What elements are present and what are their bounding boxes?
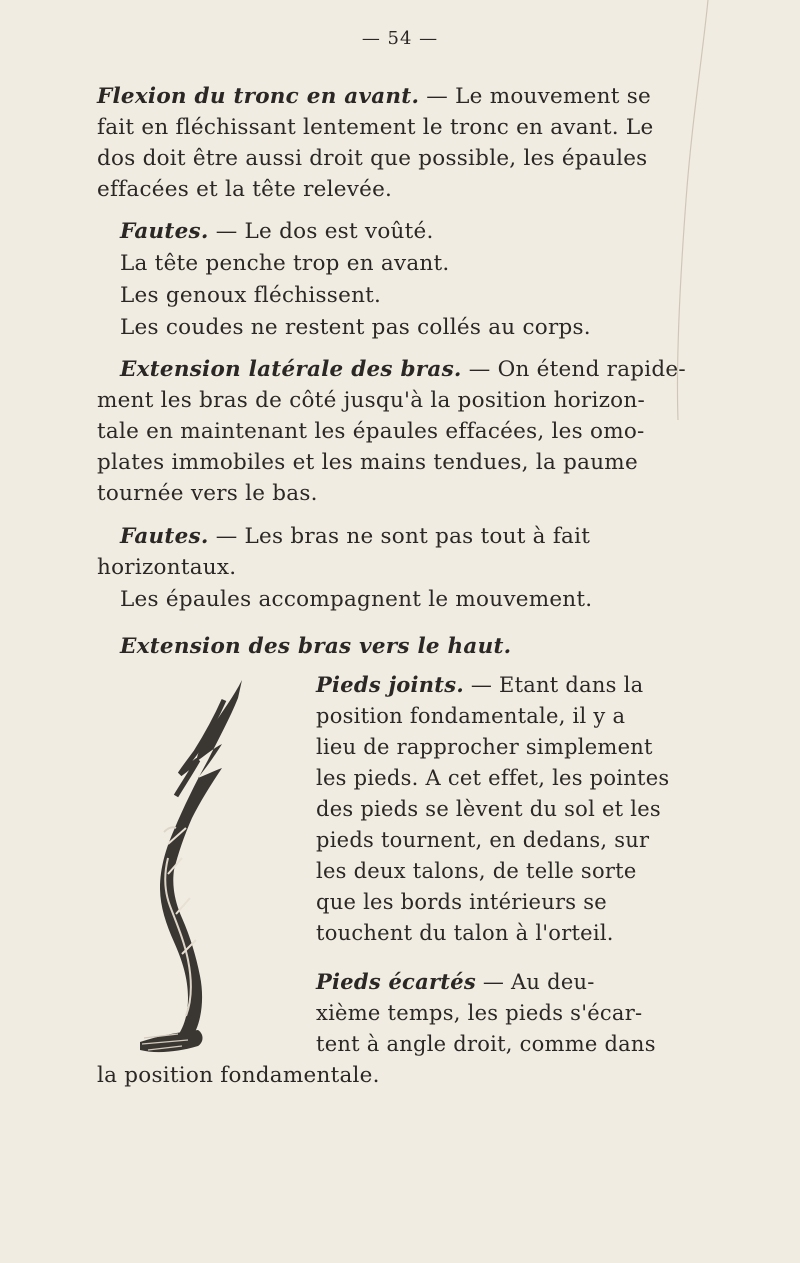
faults-1-line-4: Les coudes ne restent pas collés au corps. (120, 315, 591, 340)
feet-together-line-6: pieds tournent, en dedans, sur (316, 828, 650, 852)
extension-up-title: Extension des bras vers le haut. (120, 634, 512, 659)
feet-together-line-3: lieu de rapprocher simplement (316, 735, 653, 759)
raised-arm-icon (138, 678, 258, 1058)
feet-together-line-4: les pieds. A cet effet, les pointes (316, 766, 670, 790)
feet-apart-line-1: Pieds écartés — Au deu- (316, 969, 595, 994)
flexion-title: Flexion du tronc en avant. (97, 84, 420, 109)
page-number: — 54 — (361, 28, 439, 49)
flexion-line-4: effacées et la tête relevée. (97, 177, 393, 202)
flexion-line-1: Flexion du tronc en avant. — Le mouvement se (97, 84, 651, 109)
faults-2-line-1: Fautes. — Les bras ne sont pas tout à fait (120, 524, 591, 549)
faults-2-label: Fautes. (120, 524, 209, 549)
feet-together-line-7: les deux talons, de telle sorte (316, 859, 637, 883)
faults-1-line-1: Fautes. — Le dos est voûté. (120, 219, 434, 244)
extension-lateral-line-1: Extension latérale des bras. — On étend rapide- (120, 357, 686, 382)
flexion-line-3: dos doit être aussi droit que possible, les épaules (97, 146, 648, 171)
paper-crease (600, 0, 800, 1263)
extension-lateral-line-3: tale en maintenant les épaules effacées, les omo- (97, 419, 645, 444)
extension-lateral-line-4: plates immobiles et les mains tendues, la paume (97, 450, 638, 475)
extension-lateral-line-5: tournée vers le bas. (97, 481, 318, 506)
feet-together-line-2: position fondamentale, il y a (316, 704, 626, 728)
faults-1-label: Fautes. (120, 219, 209, 244)
faults-2-line-2: horizontaux. (97, 555, 237, 580)
faults-1-line-3: Les genoux fléchissent. (120, 283, 382, 308)
feet-together-line-8: que les bords intérieurs se (316, 890, 607, 914)
feet-together-line-9: touchent du talon à l'orteil. (316, 921, 614, 945)
faults-2-line-3: Les épaules accompagnent le mouvement. (120, 587, 593, 612)
extension-lateral-line-2: ment les bras de côté jusqu'à la position horizon- (97, 388, 645, 413)
feet-apart-line-3: tent à angle droit, comme dans (316, 1032, 656, 1056)
feet-apart-line-2: xième temps, les pieds s'écar- (316, 1001, 643, 1025)
feet-together-title: Pieds joints. (316, 672, 464, 697)
feet-together-line-1: Pieds joints. — Etant dans la (316, 672, 644, 697)
faults-1-line-2: La tête penche trop en avant. (120, 251, 450, 276)
feet-together-line-5: des pieds se lèvent du sol et les (316, 797, 661, 821)
flexion-line-2: fait en fléchissant lentement le tronc en avant. Le (97, 115, 654, 140)
feet-apart-line-4: la position fondamentale. (97, 1063, 380, 1088)
feet-apart-title: Pieds écartés (316, 969, 476, 994)
extension-lateral-title: Extension latérale des bras. (120, 357, 462, 382)
